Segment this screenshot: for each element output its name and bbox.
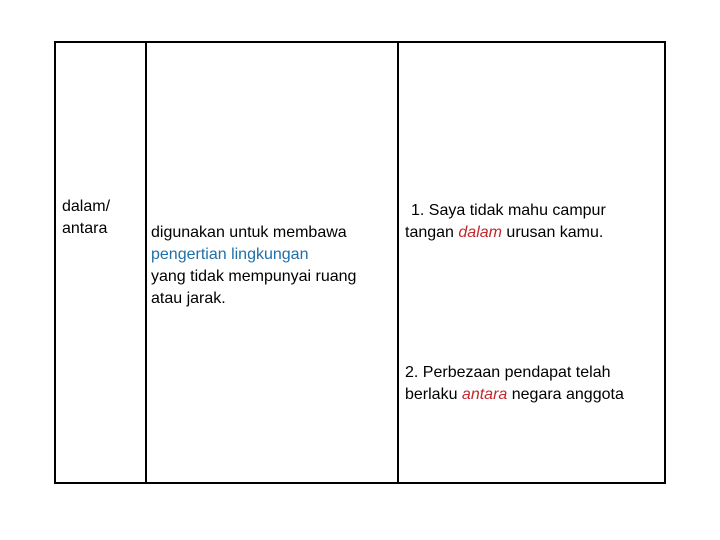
definition-line-4: atau jarak. (151, 290, 226, 307)
usage-table (54, 41, 666, 484)
example-1-line-2 (405, 222, 660, 244)
example-2-line-1: 2. Perbezaan pendapat telah (405, 364, 611, 381)
example-1-before: tangan (405, 224, 459, 241)
term-line-2: antara (62, 220, 108, 237)
example-1-line-1: 1. Saya tidak mahu campur (411, 202, 606, 219)
example-1-after: urusan kamu. (501, 224, 604, 241)
example-2-keyword: antara (461, 386, 508, 403)
example-2-after: negara anggota (507, 386, 624, 403)
term-line-1: dalam/ (62, 198, 111, 215)
definition-cell (151, 222, 391, 310)
example-2 (405, 362, 660, 406)
definition-highlight: pengertian lingkungan (151, 246, 309, 263)
example-2-before: berlaku (405, 386, 462, 403)
definition-line-1: digunakan untuk membawa (151, 224, 347, 241)
column-divider-1 (145, 43, 147, 482)
definition-line-3: yang tidak mempunyai ruang (151, 268, 357, 285)
term-cell (62, 196, 142, 240)
example-2-line-2 (405, 384, 660, 406)
column-divider-2 (397, 43, 399, 482)
example-1-keyword: dalam (458, 224, 502, 241)
example-1 (405, 200, 660, 244)
